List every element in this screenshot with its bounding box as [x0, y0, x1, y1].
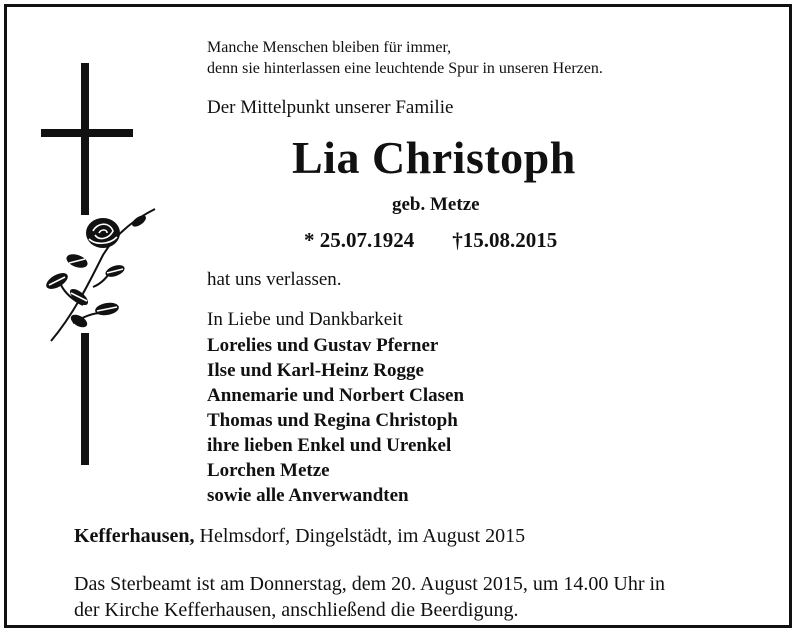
thanks-text: In Liebe und Dankbarkeit	[207, 309, 403, 330]
birth-date: * 25.07.1924	[304, 228, 415, 252]
service-line-2: der Kirche Kefferhausen, anschließend die Beerdigung.	[74, 599, 519, 621]
verse	[207, 37, 603, 79]
obituary-frame	[4, 4, 792, 628]
mourner-item: Thomas und Regina Christoph	[207, 410, 458, 431]
mourner-item: Annemarie und Norbert Clasen	[207, 385, 465, 406]
verse-line-1: Manche Menschen bleiben für immer,	[207, 39, 452, 56]
mourner-item: sowie alle Anverwandten	[207, 485, 409, 506]
intro-text: Der Mittelpunkt unserer Familie	[207, 97, 454, 118]
place-main: Kefferhausen,	[74, 525, 195, 547]
death-date: †15.08.2015	[452, 228, 558, 252]
place-rest: Helmsdorf, Dingelstädt, im August 2015	[194, 525, 526, 547]
birth-name: geb. Metze	[392, 194, 480, 215]
mourners-list	[207, 333, 464, 508]
rose-icon	[43, 205, 163, 345]
mourner-item: ihre lieben Enkel und Urenkel	[207, 435, 452, 456]
deceased-name: Lia Christoph	[292, 132, 576, 183]
verse-line-2: denn sie hinterlassen eine leuchtende Spur in unseren Herzen.	[207, 60, 603, 77]
life-dates	[304, 228, 557, 253]
service-info	[74, 571, 665, 623]
mourner-item: Lorelies und Gustav Pferner	[207, 335, 439, 356]
mourner-item: Ilse und Karl-Heinz Rogge	[207, 360, 424, 381]
mourner-item: Lorchen Metze	[207, 460, 330, 481]
place-date-line	[74, 525, 525, 548]
service-line-1: Das Sterbeamt ist am Donnerstag, dem 20. August 2015, um 14.00 Uhr in	[74, 573, 666, 595]
passed-text: hat uns verlassen.	[207, 269, 342, 290]
